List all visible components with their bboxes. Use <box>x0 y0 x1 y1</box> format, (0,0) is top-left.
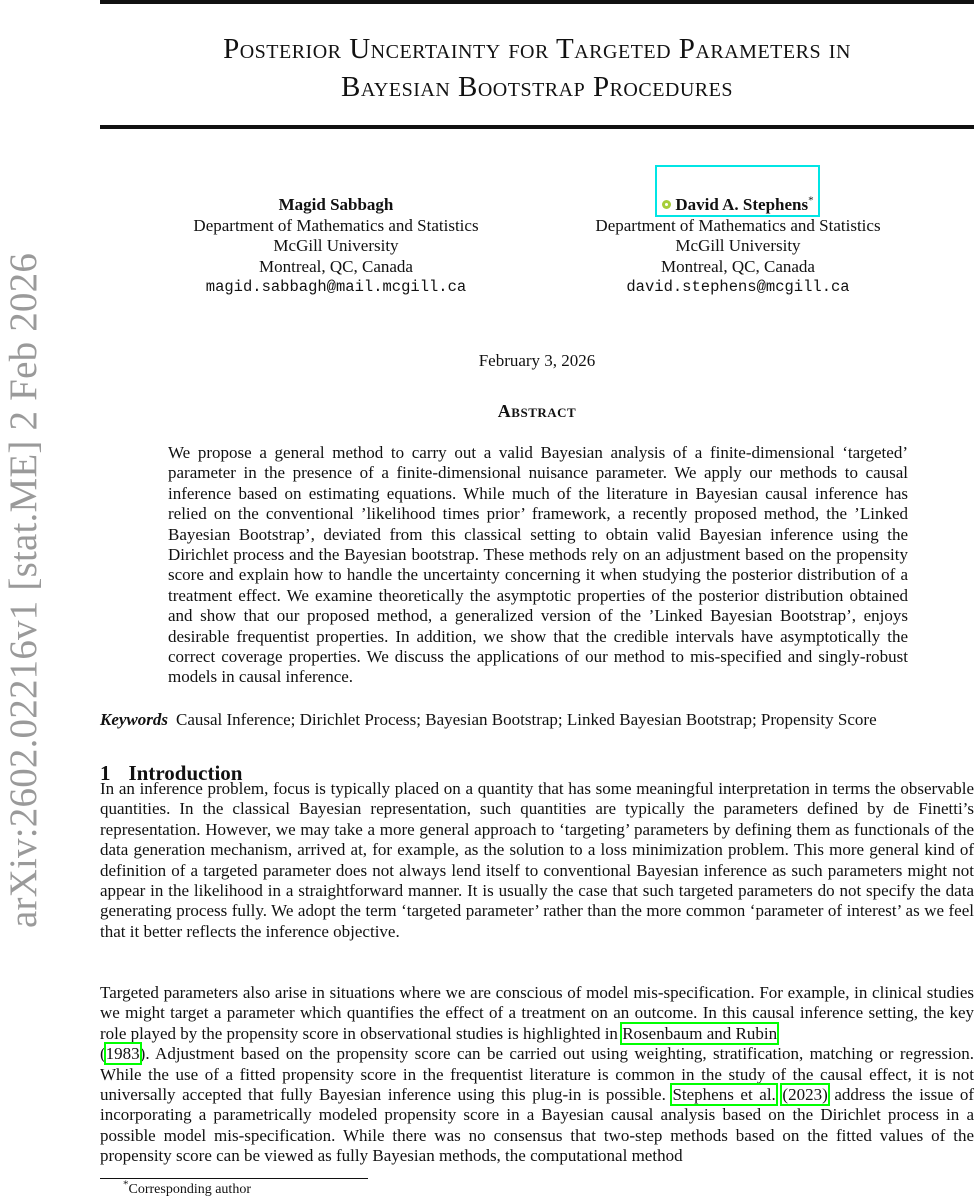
citation-rosenbaum-rubin[interactable]: Rosenbaum and Rubin <box>622 1023 778 1043</box>
publication-date: February 3, 2026 <box>478 351 596 370</box>
author-email[interactable]: magid.sabbagh@mail.mcgill.ca <box>205 278 467 296</box>
arxiv-identifier-stamp <box>2 252 46 928</box>
author-university: McGill University <box>273 236 399 255</box>
section-number: 1 <box>100 761 111 785</box>
paragraph-text: ). Adjustment based on the propensity score can be carried out using weighting, stratification, matching or regression. While the use of a fitted propensity score in the frequentist literature is common in the study of the causal effect, it is not universally accepted that fully Bayesian inference using this plug-in is possible. <box>100 1044 974 1105</box>
author-name[interactable]: David A. Stephens <box>675 195 809 214</box>
title-line-1: Posterior Uncertainty for Targeted Parameters in <box>223 33 851 65</box>
author-name: Magid Sabbagh <box>278 195 394 214</box>
abstract-text: We propose a general method to carry out a valid Bayesian analysis of a finite-dimensional ‘targeted’ parameter in the presence of a finite-dimensional nuisance parameter. We apply our methods to causal inference based on estimating equations. While much of the literature in Bayesian causal inference has relied on the conventional ’likelihood times prior’ framework, a recently proposed method, the ’Linked Bayesian Bootstrap’, deviated from this classical setting to obtain valid Bayesian inference using the Dirichlet process and the Bayesian bootstrap. These methods rely on an adjustment based on the propensity score and explain how to handle the uncertainty concerning it when studying the posterior distribution of a treatment effect. We examine theoretically the asymptotic properties of the posterior distribution obtained and show that our proposed method, a generalized version of the ’Linked Bayesian Bootstrap’, enjoys desirable frequentist properties. In addition, we show that the credible intervals have asymptotically the correct coverage properties. We discuss the applications of our method to mis-specified and singly-robust models in causal inference. <box>168 443 908 687</box>
paper-title <box>100 30 974 106</box>
author-university: McGill University <box>675 236 801 255</box>
orcid-link-box[interactable] <box>655 165 820 217</box>
footnote-text: Corresponding author <box>128 1182 251 1197</box>
author-location: Montreal, QC, Canada <box>661 256 815 276</box>
footnote <box>123 1178 251 1198</box>
author-department: Department of Mathematics and Statistics <box>595 215 881 235</box>
keywords-label: Keywords <box>100 710 168 729</box>
footnote-mark: * <box>123 1178 129 1191</box>
paragraph-text: Targeted parameters also arise in situations where we are conscious of model mis-specification. For example, in clinical studies we might target a parameter which quantifies the effect of a treatment on an outcome. In this causal inference setting, the key role played by the propensity score in observational studies is highlighted in <box>100 983 974 1043</box>
citation-open-paren: ( <box>100 1044 106 1064</box>
title-bottom-rule <box>100 125 974 129</box>
keywords-line <box>100 710 974 731</box>
citation-year-1983[interactable]: 1983 <box>105 1044 140 1064</box>
arxiv-identifier: arXiv:2602.02216v1 [stat.ME] 2 Feb 2026 <box>2 252 46 928</box>
citation-year-2023[interactable]: (2023) <box>782 1085 828 1105</box>
author-email[interactable]: david.stephens@mcgill.ca <box>626 278 850 296</box>
author-block-1 <box>136 195 536 298</box>
author-department: Department of Mathematics and Statistics <box>193 215 479 235</box>
paragraph-text: address the issue of incorporating a parametrically modeled propensity score in a Bayesian causal analysis based on the Dirichlet process in a possible model mis-specification. While there was no consensus that two-step methods based on the fitted values of the propensity score can be viewed as fully Bayesian methods, the computational method <box>100 1085 975 1166</box>
author-location: Montreal, QC, Canada <box>259 256 413 276</box>
intro-paragraph-1: In an inference problem, focus is typically placed on a quantity that has some meaningful interpretation in terms the observable quantities. In the classical Bayesian representation, such quantities are typically the parameters defined by de Finetti’s representation. However, we may take a more general approach to ‘targeting’ parameters by defining them as functionals of the data generation mechanism, arrived at, for example, as the solution to a loss minimization problem. This more general kind of definition of a targeted parameter does not always lend itself to conventional Bayesian inference as such parameters might not appear in the likelihood in a straightforward manner. It is usually the case that such targeted parameters do not specify the data generating process fully. We adopt the term ‘targeted parameter’ rather than the more common ‘parameter of interest’ as we feel that it better reflects the inference objective. <box>100 779 974 941</box>
footnote-rule <box>100 1178 368 1179</box>
citation-stephens-et-al[interactable]: Stephens et al. <box>672 1085 776 1105</box>
title-top-rule <box>100 0 974 4</box>
intro-paragraph-2 <box>100 983 974 1167</box>
abstract-heading: Abstract <box>497 401 577 421</box>
title-line-2: Bayesian Bootstrap Procedures <box>340 71 733 103</box>
keywords-list: Causal Inference; Dirichlet Process; Bayesian Bootstrap; Linked Bayesian Bootstrap; Propensity Score <box>176 710 877 729</box>
footnote-marker[interactable]: * <box>808 194 814 207</box>
section-title: Introduction <box>128 761 243 785</box>
